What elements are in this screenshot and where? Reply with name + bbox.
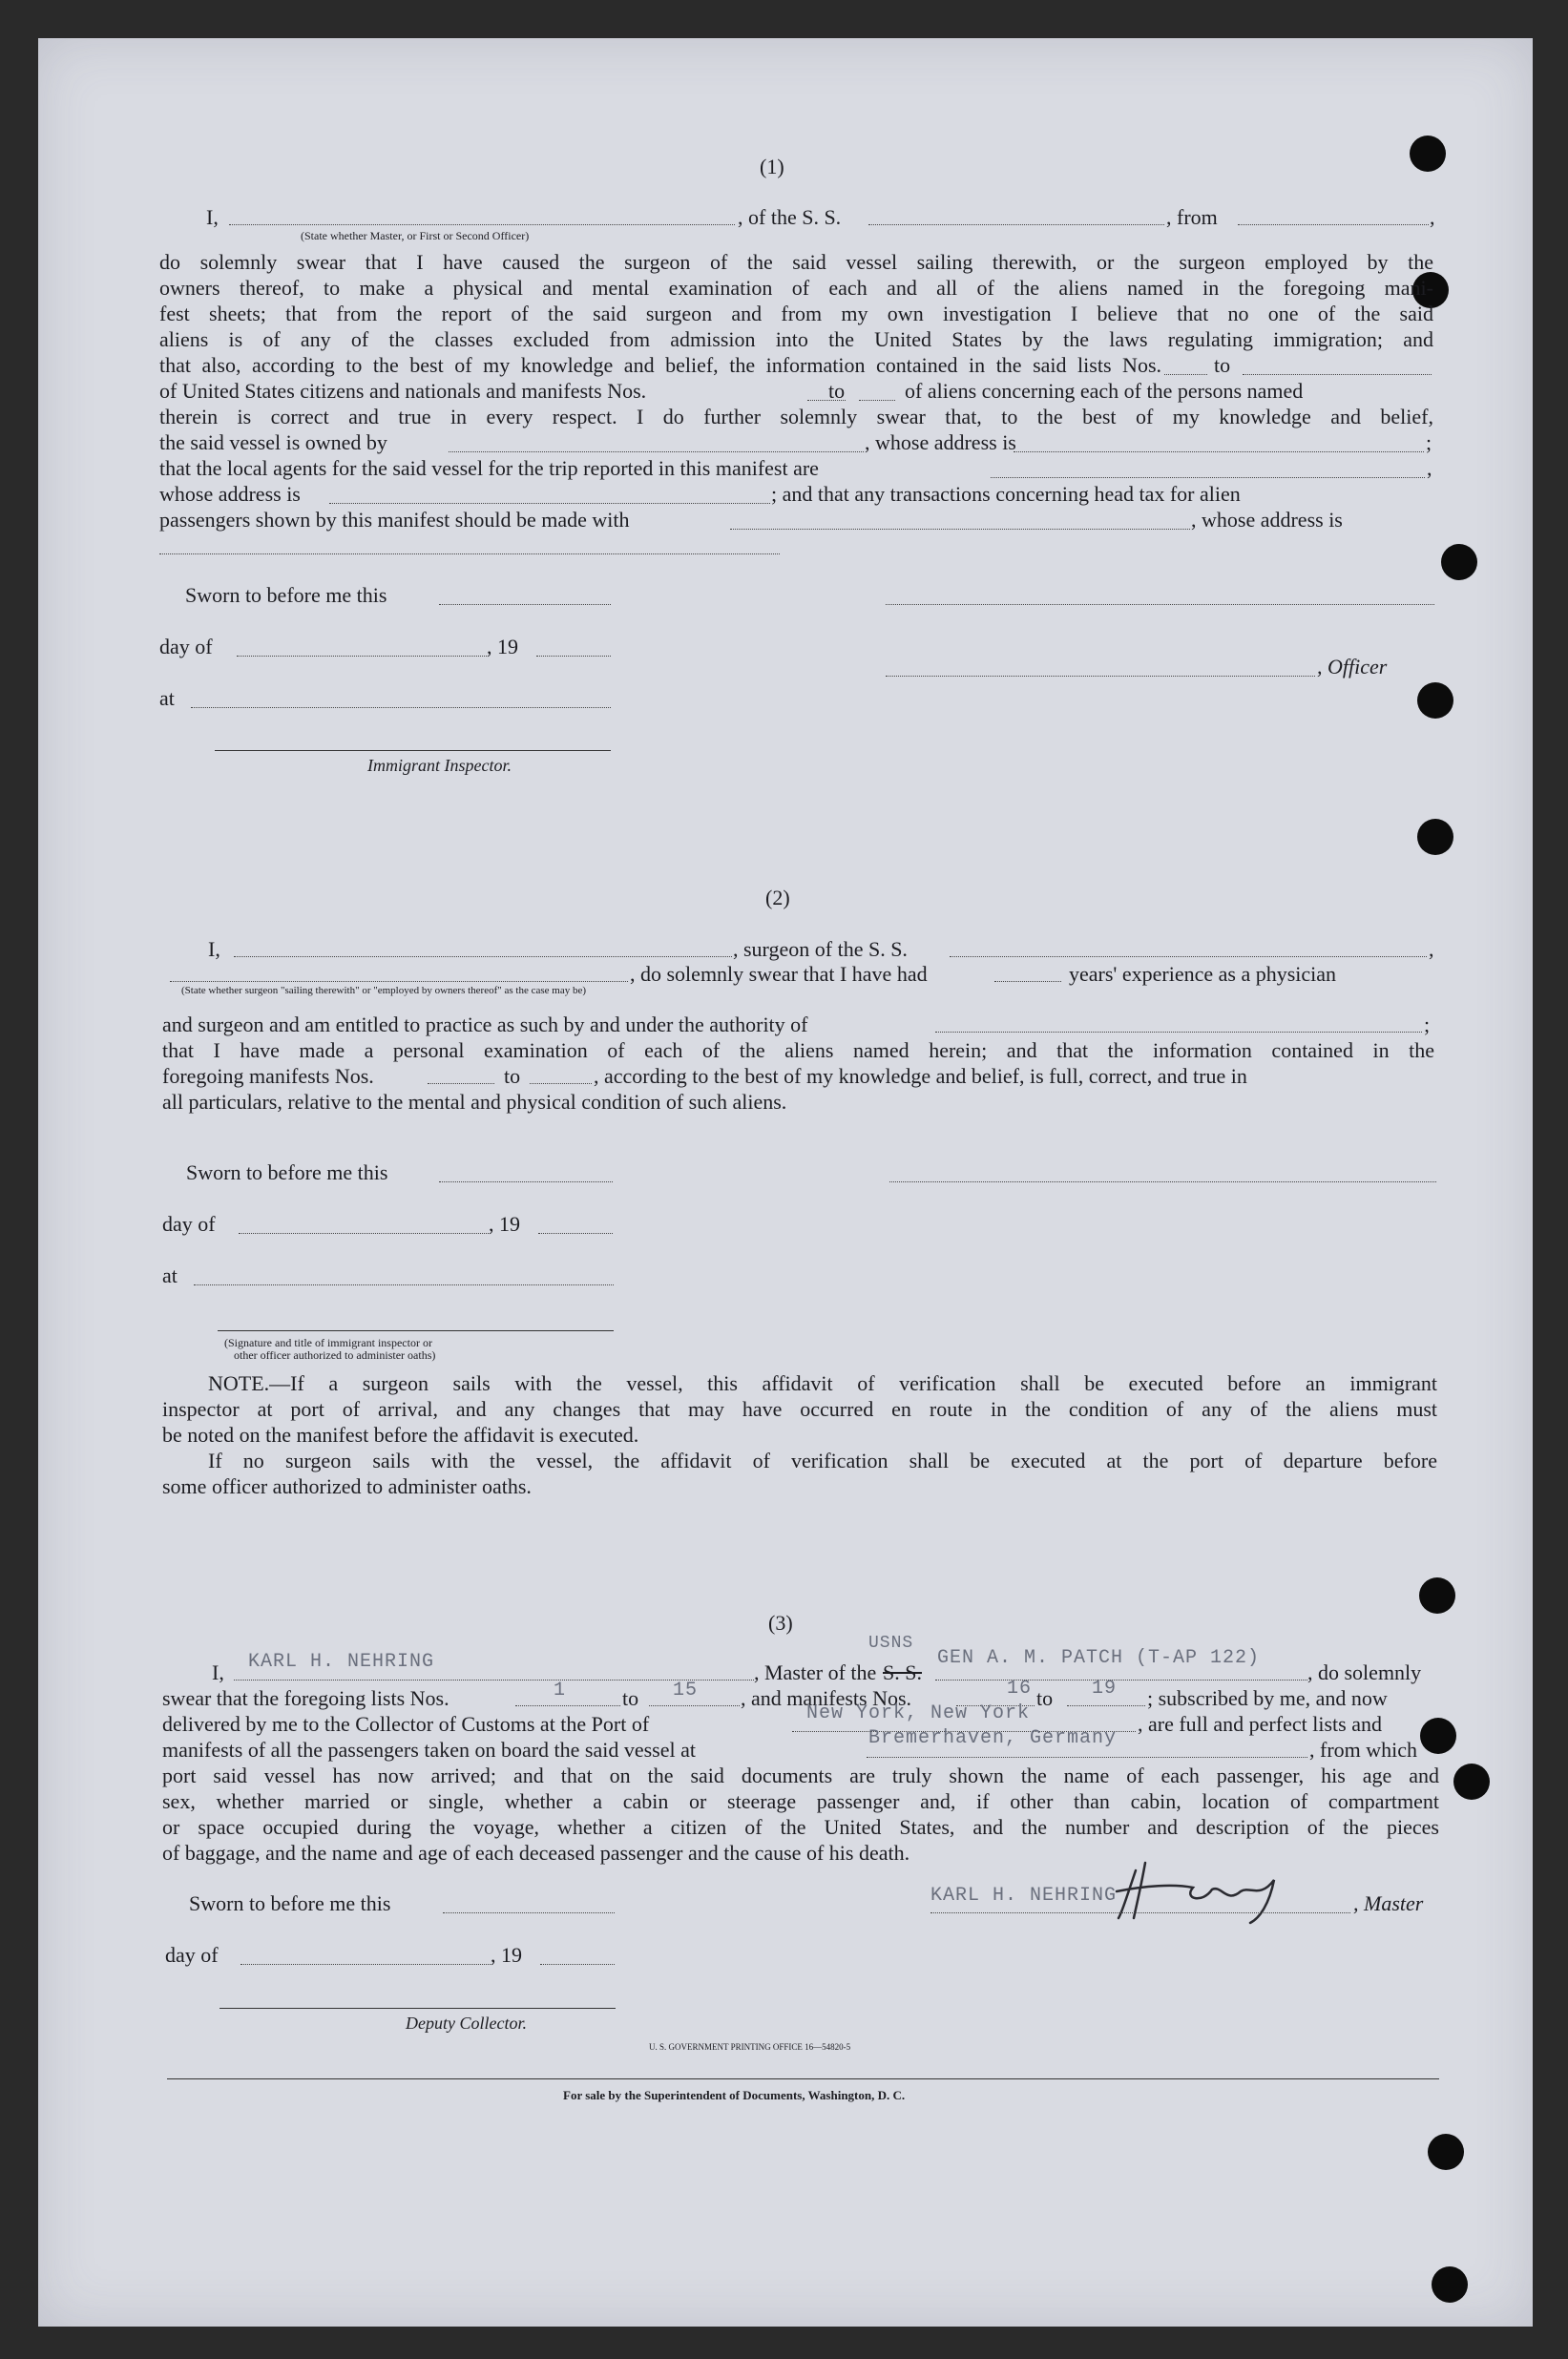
- s3-master-name: KARL H. NEHRING: [248, 1651, 435, 1673]
- s1-day-of: day of: [159, 635, 213, 658]
- s1-para-line: owners thereof, to make a physical and mental examination of each and all of the aliens named in the foregoing mani-: [159, 276, 1433, 300]
- s2-years-field[interactable]: [994, 981, 1061, 982]
- punch-hole: [1419, 1577, 1455, 1614]
- punch-hole: [1441, 544, 1477, 580]
- s1-semi: ;: [1426, 430, 1432, 454]
- punch-hole: [1417, 819, 1453, 855]
- s3-para-line: of baggage, and the name and age of each deceased passenger and the cause of his death.: [162, 1841, 910, 1865]
- s1-owner-address-field[interactable]: [1014, 451, 1424, 452]
- s3-l2c: , and manifests Nos.: [741, 1686, 912, 1710]
- s1-para-line: do solemnly swear that I have caused the surgeon of the said vessel sailing therewith, or the surgeon employed by the: [159, 250, 1433, 274]
- s1-para-line: the said vessel is owned by: [159, 430, 387, 454]
- s3-l4b: , from which: [1309, 1738, 1418, 1762]
- s2-p2: that I have made a personal examination of each of the aliens named herein; and that the information contained in the: [162, 1038, 1434, 1062]
- s2-note-line: inspector at port of arrival, and any changes that may have occurred en route in the condition of any of the aliens must: [162, 1397, 1437, 1421]
- s3-master-label: [1353, 1891, 1423, 1916]
- s2-ship-field[interactable]: [950, 956, 1427, 957]
- s1-owner-field[interactable]: [449, 451, 864, 452]
- s2-sig-line: [218, 1330, 614, 1331]
- s1-agents-address-field[interactable]: [329, 503, 770, 504]
- s2-sailing-field[interactable]: [170, 981, 628, 982]
- s1-from: , from: [1166, 205, 1218, 229]
- master-signature: [1107, 1851, 1298, 1928]
- s1-officer-field-2[interactable]: [886, 676, 1315, 677]
- s2-note-surgeon: (State whether surgeon "sailing therewith" or "employed by owners thereof" as the case may be): [181, 985, 587, 996]
- s3-l3b: , are full and perfect lists and: [1138, 1712, 1382, 1736]
- s1-para-line: that the local agents for the said vessel for the trip reported in this manifest are: [159, 456, 819, 480]
- s1-agents-field[interactable]: [991, 477, 1425, 478]
- s3-list-from: 1: [554, 1680, 567, 1701]
- s1-note-master: (State whether Master, or First or Second Officer): [301, 229, 530, 242]
- s3-para-line: sex, whether married or single, whether a cabin or steerage passenger and, if other than cabin, location of compartment: [162, 1789, 1439, 1813]
- s3-departure: Bremerhaven, Germany: [868, 1727, 1118, 1749]
- s1-para-line: fest sheets; that from the report of the said surgeon and from my own investigation I believe that no one of the said: [159, 302, 1433, 325]
- s1-at-field[interactable]: [191, 707, 611, 708]
- s1-officer-field[interactable]: [229, 224, 735, 225]
- s3-master-text: , Master: [1353, 1891, 1424, 1915]
- s1-whose-address: , whose address is: [865, 430, 1016, 454]
- s1-para-line: passengers shown by this manifest should be made with: [159, 508, 630, 532]
- s1-para-line: therein is correct and true in every respect. I do further solemnly swear that, to the best of my knowledge and belief,: [159, 405, 1433, 428]
- s1-inspector-line: [215, 750, 611, 751]
- s2-i: I,: [208, 937, 220, 961]
- s1-lists-from-field[interactable]: [1164, 374, 1207, 375]
- section-1-number: (1): [760, 155, 784, 178]
- s1-whose-address-2: , whose address is: [1191, 508, 1343, 532]
- s3-usns: USNS: [868, 1634, 914, 1653]
- s3-deputy: Deputy Collector.: [406, 2014, 527, 2033]
- s3-day-of: day of: [165, 1943, 219, 1967]
- s1-comma: ,: [1427, 456, 1432, 480]
- s2-end: ,: [1429, 937, 1434, 961]
- s3-signer: KARL H. NEHRING: [930, 1885, 1118, 1907]
- footer-rule: [167, 2078, 1439, 2079]
- punch-hole: [1417, 682, 1453, 719]
- s3-para-line: port said vessel has now arrived; and that on the said documents are truly shown the name of each passenger, his age and: [162, 1764, 1439, 1787]
- s2-manifest-from-field[interactable]: [428, 1083, 494, 1084]
- s3-port: New York, New York: [806, 1702, 1031, 1724]
- s2-surgeon-signature-field[interactable]: [889, 1181, 1436, 1182]
- s1-of-ss: , of the S. S.: [738, 205, 842, 229]
- s2-note-line: be noted on the manifest before the affidavit is executed.: [162, 1423, 639, 1447]
- manifest-page: [38, 38, 1533, 2327]
- s2-do-swear: , do solemnly swear that I have had: [630, 962, 928, 986]
- s3-l2d: to: [1036, 1686, 1054, 1710]
- s1-officer-signature-field[interactable]: [886, 604, 1434, 605]
- s1-i: I,: [206, 205, 219, 229]
- s2-sworn: Sworn to before me this: [186, 1160, 388, 1184]
- s3-sworn-field[interactable]: [443, 1912, 615, 1913]
- s1-to1: to: [1214, 353, 1231, 377]
- section-2-number: (2): [765, 886, 790, 909]
- s1-para-line: of United States citizens and nationals and manifests Nos.: [159, 379, 647, 403]
- gpo-imprint: U. S. GOVERNMENT PRINTING OFFICE 16—54820-5: [649, 2042, 851, 2052]
- s1-lists-to-field[interactable]: [1243, 374, 1432, 375]
- s1-sworn: Sworn to before me this: [185, 583, 387, 607]
- s2-p1: and surgeon and am entitled to practice as such by and under the authority of: [162, 1012, 808, 1036]
- s3-i: I,: [212, 1660, 224, 1684]
- s1-head-tax-address-field[interactable]: [159, 553, 780, 554]
- s2-years: years' experience as a physician: [1069, 962, 1337, 986]
- s3-master-of: , Master of the: [754, 1660, 877, 1684]
- s1-at: at: [159, 686, 175, 710]
- s3-l4a: manifests of all the passengers taken on board the said vessel at: [162, 1738, 697, 1762]
- s2-surgeon-name-field[interactable]: [234, 956, 732, 957]
- s1-year-field[interactable]: [536, 656, 611, 657]
- s3-year-field[interactable]: [540, 1964, 615, 1965]
- s2-at: at: [162, 1263, 178, 1287]
- s1-ship-field[interactable]: [868, 224, 1164, 225]
- s2-day-of: day of: [162, 1212, 216, 1236]
- s2-sworn-field[interactable]: [439, 1181, 613, 1182]
- s2-authority-field[interactable]: [935, 1032, 1422, 1033]
- s3-ship: GEN A. M. PATCH (T-AP 122): [937, 1647, 1261, 1669]
- s3-list-to-field[interactable]: [649, 1705, 740, 1706]
- s3-ss-struck: S. S.: [883, 1660, 922, 1684]
- s3-master-signature-field[interactable]: [930, 1912, 1350, 1913]
- s2-day-field[interactable]: [239, 1233, 489, 1234]
- s3-day-field[interactable]: [240, 1964, 491, 1965]
- s2-surgeon-of: , surgeon of the S. S.: [733, 937, 908, 961]
- s3-nineteen: , 19: [491, 1943, 522, 1967]
- footer-sale: For sale by the Superintendent of Documents, Washington, D. C.: [563, 2088, 906, 2102]
- s1-head-tax: ; and that any transactions concerning head tax for alien: [771, 482, 1241, 506]
- punch-hole: [1453, 1764, 1490, 1800]
- s2-sig-note-1: (Signature and title of immigrant inspector or: [224, 1336, 432, 1349]
- s3-para-line: or space occupied during the voyage, whether a citizen of the United States, and the number and description of the pieces: [162, 1815, 1439, 1839]
- s3-man-from: 16: [1007, 1678, 1033, 1700]
- s3-man-to: 19: [1092, 1678, 1118, 1700]
- s1-from-field[interactable]: [1238, 224, 1429, 225]
- punch-hole: [1410, 136, 1446, 172]
- s3-l2b: to: [622, 1686, 639, 1710]
- s2-year-field[interactable]: [538, 1233, 613, 1234]
- s1-aliens-each: of aliens concerning each of the persons named: [905, 379, 1304, 403]
- s1-para-line: that also, according to the best of my knowledge and belief, the information contained in the said lists Nos.: [159, 353, 1161, 377]
- s2-manifest-to-field[interactable]: [530, 1083, 592, 1084]
- s1-para-line: whose address is: [159, 482, 301, 506]
- s2-p3a: foregoing manifests Nos.: [162, 1064, 374, 1088]
- s2-note2-line: some officer authorized to administer oaths.: [162, 1474, 532, 1498]
- s2-p3c: , according to the best of my knowledge and belief, is full, correct, and true in: [594, 1064, 1247, 1088]
- s3-list-to: 15: [673, 1680, 699, 1701]
- s3-man-to-field[interactable]: [1067, 1705, 1145, 1706]
- s2-note-line: NOTE.—If a surgeon sails with the vessel, this affidavit of verification shall be executed before an immigrant: [208, 1371, 1437, 1395]
- s1-sworn-field[interactable]: [439, 604, 611, 605]
- s2-nineteen: , 19: [489, 1212, 520, 1236]
- s1-to2: to: [828, 379, 846, 403]
- s2-sig-note-2: other officer authorized to administer oaths): [234, 1348, 436, 1362]
- s1-para-line: aliens is of any of the classes excluded from admission into the United States by the laws regulating immigration; and: [159, 327, 1433, 351]
- s1-head-tax-field[interactable]: [730, 529, 1190, 530]
- s1-nineteen: , 19: [487, 635, 518, 658]
- s1-inspector: Immigrant Inspector.: [367, 756, 512, 775]
- s1-day-field[interactable]: [237, 656, 487, 657]
- s2-note2-line: If no surgeon sails with the vessel, the affidavit of verification shall be executed at the port of departure before: [208, 1449, 1437, 1472]
- s3-sworn: Sworn to before me this: [189, 1891, 391, 1915]
- s3-list-from-field[interactable]: [515, 1705, 620, 1706]
- s3-ship-field[interactable]: [935, 1680, 1307, 1681]
- s1-manifests-to-field[interactable]: [859, 400, 895, 401]
- s3-do-solemnly: , do solemnly: [1307, 1660, 1422, 1684]
- s2-semi: ;: [1424, 1012, 1431, 1036]
- s1-officer-text: , Officer: [1317, 655, 1388, 678]
- s3-l3a: delivered by me to the Collector of Customs at the Port of: [162, 1712, 650, 1736]
- punch-hole: [1428, 2134, 1464, 2170]
- punch-hole: [1420, 1718, 1456, 1754]
- s3-deputy-line: [220, 2008, 616, 2009]
- s2-p4: all particulars, relative to the mental and physical condition of such aliens.: [162, 1090, 787, 1114]
- s3-l2a: swear that the foregoing lists Nos.: [162, 1686, 449, 1710]
- section-3-number: (3): [768, 1611, 793, 1635]
- s3-departure-field[interactable]: [867, 1757, 1307, 1758]
- s1-officer-label: [1317, 655, 1387, 679]
- s3-l2e: ; subscribed by me, and now: [1147, 1686, 1388, 1710]
- s2-p3b: to: [504, 1064, 521, 1088]
- punch-hole: [1432, 2266, 1468, 2303]
- s2-at-field[interactable]: [194, 1284, 614, 1285]
- s1-end: ,: [1430, 205, 1435, 229]
